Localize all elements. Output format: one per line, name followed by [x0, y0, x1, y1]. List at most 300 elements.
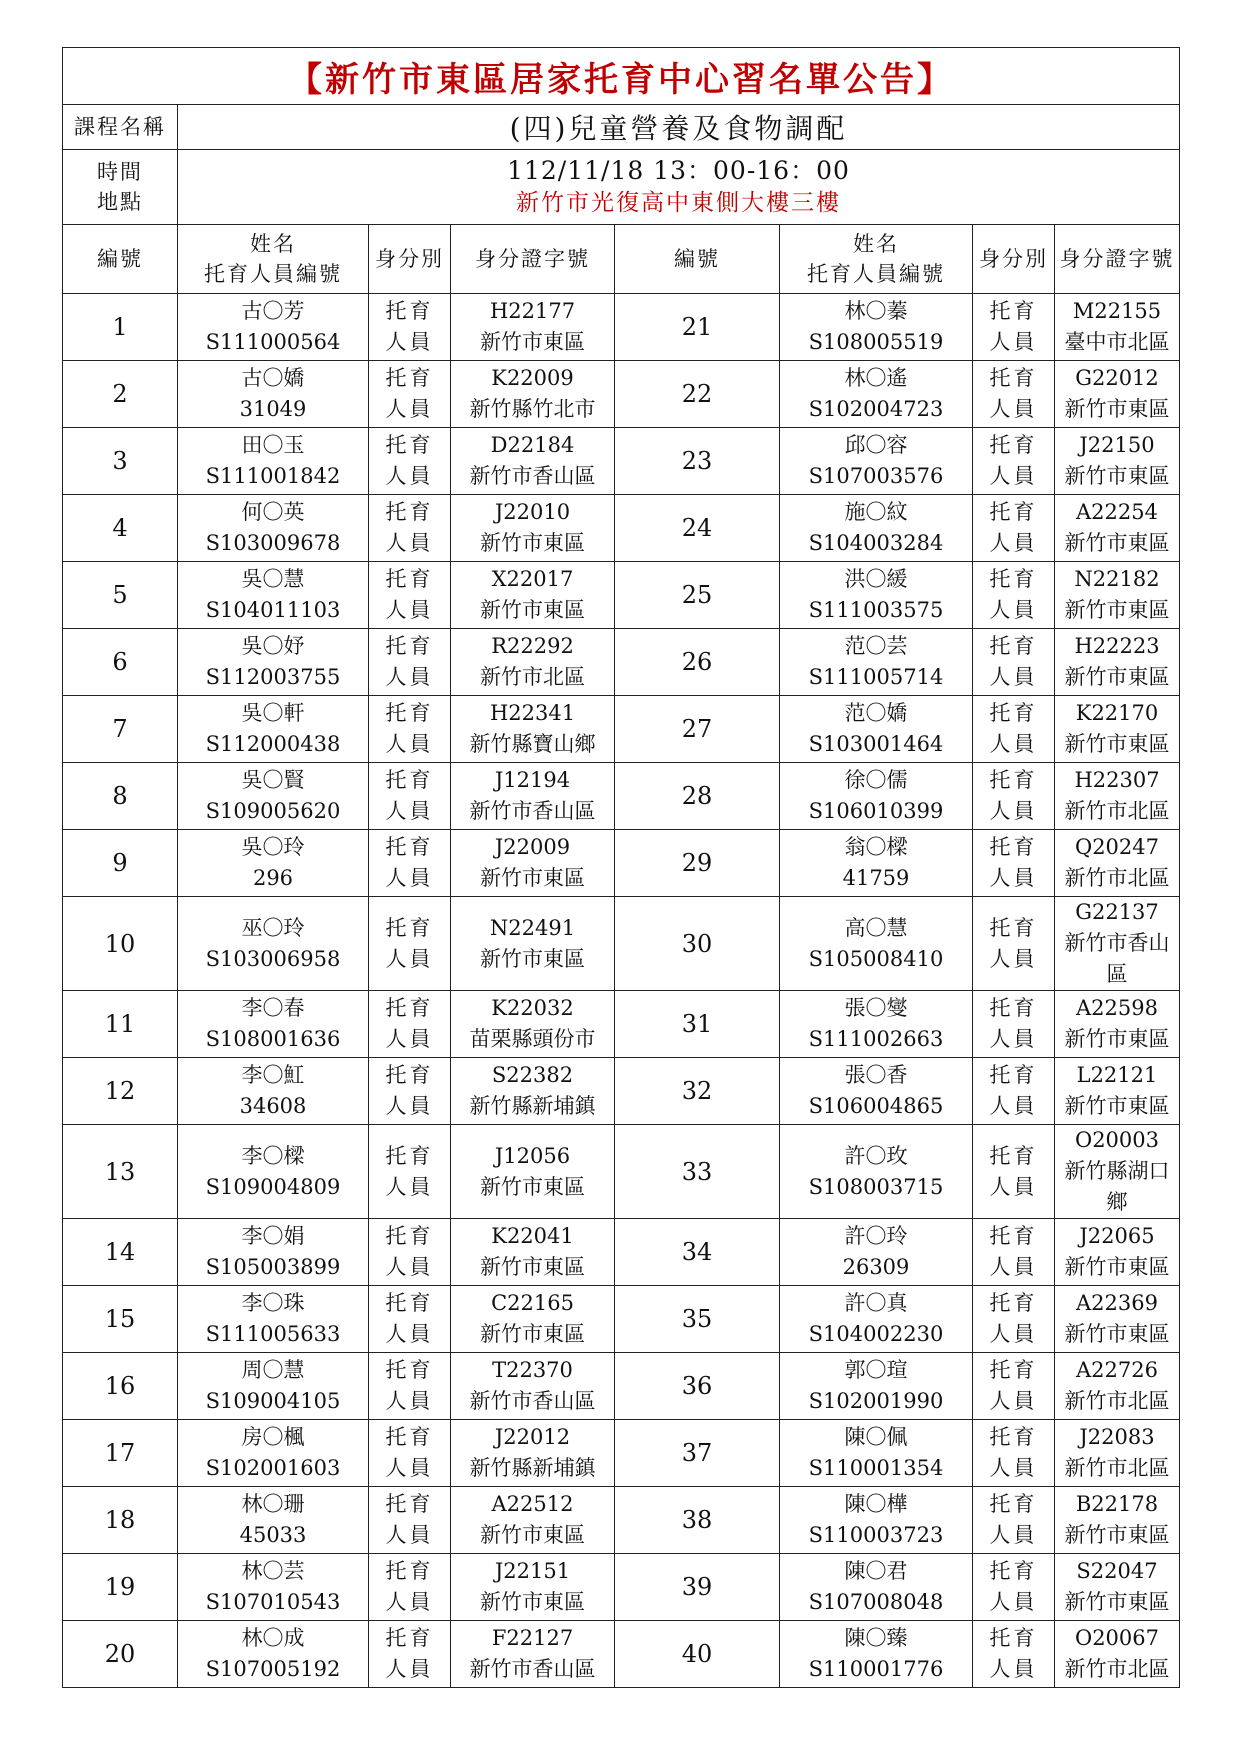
role-line2: 人員 [989, 1389, 1038, 1413]
id-area: 新竹縣湖口鄉 [1064, 1159, 1170, 1214]
role-line2: 人員 [989, 799, 1038, 823]
entry-number: 3 [63, 428, 178, 495]
table-row [63, 1621, 1180, 1688]
role-line1: 托育 [385, 567, 434, 591]
id-cell [1055, 428, 1180, 495]
id-number: J12056 [494, 1143, 571, 1168]
role-cell [369, 1286, 451, 1353]
id-cell [451, 696, 615, 763]
role-cell [369, 361, 451, 428]
id-number: H22177 [489, 299, 576, 323]
entry-number: 11 [63, 991, 178, 1058]
role-line1: 托育 [989, 768, 1038, 792]
caregiver-name: 施〇紋 [844, 500, 908, 524]
role-line1: 托育 [385, 433, 434, 457]
table-row [63, 1286, 1180, 1353]
role-cell [973, 830, 1055, 897]
caregiver-code: S109005620 [205, 799, 341, 823]
id-area: 新竹市北區 [1064, 866, 1170, 890]
entry-number: 22 [615, 361, 780, 428]
id-area: 苗栗縣頭份市 [469, 1027, 596, 1051]
caregiver-code: S105008410 [808, 946, 944, 971]
caregiver-code: S103009678 [205, 531, 341, 555]
role-cell [973, 1487, 1055, 1554]
caregiver-name: 張〇香 [844, 1063, 908, 1087]
role-cell [973, 1125, 1055, 1219]
id-area: 新竹市東區 [480, 598, 585, 622]
id-area: 新竹市東區 [480, 866, 585, 890]
caregiver-code: S111001842 [205, 464, 341, 488]
caregiver-name: 陳〇樺 [844, 1492, 908, 1516]
role-line2: 人員 [385, 531, 434, 555]
role-line1: 托育 [989, 1492, 1038, 1516]
role-line2: 人員 [989, 946, 1038, 971]
role-line1: 托育 [989, 1626, 1038, 1650]
entry-number: 10 [63, 897, 178, 991]
id-number: K22009 [491, 366, 574, 390]
header-name-line2: 托育人員編號 [204, 262, 342, 286]
caregiver-name: 吳〇軒 [241, 701, 305, 725]
entry-number: 19 [63, 1554, 178, 1621]
id-cell [1055, 1420, 1180, 1487]
id-cell [451, 1219, 615, 1286]
role-cell [973, 1420, 1055, 1487]
caregiver-code: S103001464 [808, 732, 944, 756]
id-area: 新竹市東區 [1064, 598, 1170, 622]
course-name: (四)兒童營養及食物調配 [178, 105, 1180, 150]
role-line1: 托育 [385, 701, 434, 725]
role-cell [973, 1219, 1055, 1286]
role-line1: 托育 [989, 433, 1038, 457]
entry-number: 30 [615, 897, 780, 991]
role-line2: 人員 [989, 330, 1038, 354]
role-line2: 人員 [385, 665, 434, 689]
role-cell [369, 897, 451, 991]
role-line1: 托育 [385, 915, 434, 940]
caregiver-name-cell [178, 1286, 369, 1353]
schedule-cell [178, 150, 1180, 225]
id-cell [1055, 1554, 1180, 1621]
id-number: J22009 [494, 835, 571, 859]
caregiver-name: 翁〇樑 [844, 835, 908, 859]
role-line1: 托育 [385, 1358, 434, 1382]
caregiver-code: S112003755 [205, 665, 341, 689]
caregiver-code: S107005192 [205, 1657, 341, 1681]
entry-number: 36 [615, 1353, 780, 1420]
caregiver-name: 吳〇賢 [241, 768, 305, 792]
caregiver-name-cell [780, 629, 973, 696]
role-line2: 人員 [385, 1255, 434, 1279]
id-cell [1055, 897, 1180, 991]
role-cell [369, 562, 451, 629]
id-number: K22041 [491, 1224, 574, 1248]
page-title: 【新竹市東區居家托育中心習名單公告】 [63, 48, 1180, 105]
caregiver-code: S108001636 [205, 1027, 341, 1051]
role-line1: 托育 [989, 634, 1038, 658]
caregiver-name: 田〇玉 [241, 433, 305, 457]
role-line2: 人員 [989, 866, 1038, 890]
entry-number: 23 [615, 428, 780, 495]
caregiver-code: S111005714 [808, 665, 944, 689]
role-line1: 托育 [385, 996, 434, 1020]
caregiver-code: S102001990 [808, 1389, 944, 1413]
header-name [780, 225, 973, 294]
id-area: 新竹市香山區 [1064, 931, 1170, 986]
caregiver-name-cell [780, 495, 973, 562]
caregiver-name-cell [780, 1125, 973, 1219]
participant-list-table [62, 47, 1180, 1688]
caregiver-name: 洪〇緩 [844, 567, 908, 591]
id-number: X22017 [491, 567, 574, 591]
role-line2: 人員 [385, 732, 434, 756]
entry-number: 39 [615, 1554, 780, 1621]
role-line1: 托育 [385, 500, 434, 524]
caregiver-name-cell [178, 1621, 369, 1688]
id-number: N22491 [489, 915, 576, 940]
caregiver-name: 林〇遙 [844, 366, 908, 390]
id-cell [451, 1554, 615, 1621]
id-cell [451, 1286, 615, 1353]
role-line1: 托育 [989, 1143, 1038, 1168]
entry-number: 20 [63, 1621, 178, 1688]
caregiver-name-cell [780, 1058, 973, 1125]
entry-number: 40 [615, 1621, 780, 1688]
caregiver-name-cell [178, 361, 369, 428]
id-area: 新竹市東區 [1064, 1322, 1170, 1346]
role-line2: 人員 [385, 330, 434, 354]
id-area: 新竹縣新埔鎮 [469, 1456, 596, 1480]
entry-number: 17 [63, 1420, 178, 1487]
caregiver-code: S110001776 [808, 1657, 944, 1681]
id-cell [1055, 1058, 1180, 1125]
entry-number: 37 [615, 1420, 780, 1487]
role-cell [369, 830, 451, 897]
role-line1: 托育 [385, 1559, 434, 1583]
id-area: 新竹市東區 [1064, 1094, 1170, 1118]
caregiver-code: S110003723 [808, 1523, 944, 1547]
role-cell [369, 991, 451, 1058]
caregiver-name-cell [780, 1554, 973, 1621]
role-cell [973, 428, 1055, 495]
table-row [63, 629, 1180, 696]
caregiver-name-cell [178, 897, 369, 991]
caregiver-name: 吳〇妤 [241, 634, 305, 658]
caregiver-name: 李〇樑 [241, 1143, 305, 1168]
role-cell [973, 897, 1055, 991]
role-line1: 托育 [385, 1492, 434, 1516]
caregiver-name: 陳〇君 [844, 1559, 908, 1583]
id-area: 新竹市東區 [480, 1255, 585, 1279]
table-row [63, 1554, 1180, 1621]
role-cell [369, 294, 451, 361]
caregiver-code: S110001354 [808, 1456, 944, 1480]
id-number: A22369 [1076, 1291, 1158, 1315]
id-cell [1055, 629, 1180, 696]
role-line1: 托育 [385, 1626, 434, 1650]
id-cell [1055, 1125, 1180, 1219]
caregiver-code: S104011103 [205, 598, 341, 622]
role-line1: 托育 [989, 1063, 1038, 1087]
table-row [63, 1487, 1180, 1554]
role-cell [369, 495, 451, 562]
caregiver-name: 李〇春 [241, 996, 305, 1020]
time-label: 時間 [97, 160, 143, 184]
caregiver-name: 房〇楓 [241, 1425, 305, 1449]
table-row [63, 1125, 1180, 1219]
role-line2: 人員 [385, 598, 434, 622]
role-line2: 人員 [989, 531, 1038, 555]
role-cell [369, 428, 451, 495]
caregiver-name-cell [780, 562, 973, 629]
caregiver-code: S107010543 [205, 1590, 341, 1614]
id-area: 新竹縣寶山鄉 [469, 732, 596, 756]
role-cell [973, 495, 1055, 562]
caregiver-name-cell [178, 1420, 369, 1487]
caregiver-name-cell [780, 696, 973, 763]
caregiver-name-cell [178, 763, 369, 830]
caregiver-name: 許〇玫 [844, 1143, 908, 1168]
id-area: 新竹市東區 [1064, 1590, 1170, 1614]
id-area: 新竹市香山區 [469, 1389, 596, 1413]
header-role: 身分別 [973, 225, 1055, 294]
id-area: 新竹市北區 [480, 665, 585, 689]
id-area: 新竹市東區 [1064, 1027, 1170, 1051]
id-area: 新竹市東區 [1064, 397, 1170, 421]
caregiver-code: S111002663 [808, 1027, 944, 1051]
caregiver-code: 31049 [239, 397, 307, 421]
caregiver-name-cell [178, 696, 369, 763]
table-row [63, 294, 1180, 361]
table-row [63, 1058, 1180, 1125]
caregiver-name-cell [178, 495, 369, 562]
id-number: T22370 [492, 1358, 573, 1382]
id-number: J22010 [494, 500, 571, 524]
id-number: J22151 [494, 1559, 571, 1583]
id-cell [451, 991, 615, 1058]
role-cell [369, 1353, 451, 1420]
header-name-line1: 姓名 [853, 232, 899, 256]
caregiver-name: 范〇嬌 [844, 701, 908, 725]
role-line2: 人員 [385, 1523, 434, 1547]
id-cell [1055, 562, 1180, 629]
id-cell [1055, 1353, 1180, 1420]
id-cell [451, 1621, 615, 1688]
role-line1: 托育 [385, 1063, 434, 1087]
id-area: 臺中市北區 [1064, 330, 1170, 354]
entry-number: 29 [615, 830, 780, 897]
entry-number: 6 [63, 629, 178, 696]
id-cell [1055, 1219, 1180, 1286]
id-number: K22170 [1075, 701, 1159, 725]
table-row [63, 991, 1180, 1058]
id-cell [451, 495, 615, 562]
role-line2: 人員 [385, 866, 434, 890]
id-cell [451, 1487, 615, 1554]
entry-number: 12 [63, 1058, 178, 1125]
caregiver-name: 林〇芸 [241, 1559, 305, 1583]
id-number: A22726 [1076, 1358, 1158, 1382]
role-line1: 托育 [385, 1143, 434, 1168]
id-area: 新竹市東區 [1064, 1255, 1170, 1279]
role-cell [973, 696, 1055, 763]
table-row [63, 897, 1180, 991]
caregiver-name-cell [178, 1353, 369, 1420]
role-cell [973, 1621, 1055, 1688]
role-cell [369, 763, 451, 830]
role-line2: 人員 [989, 1094, 1038, 1118]
entry-number: 38 [615, 1487, 780, 1554]
caregiver-code: 41759 [842, 866, 910, 890]
role-line2: 人員 [385, 397, 434, 421]
id-number: M22155 [1072, 299, 1162, 323]
role-line1: 托育 [989, 299, 1038, 323]
role-cell [973, 1353, 1055, 1420]
caregiver-name-cell [178, 1219, 369, 1286]
table-row [63, 763, 1180, 830]
id-number: D22184 [490, 433, 575, 457]
table-row [63, 495, 1180, 562]
id-area: 新竹市東區 [1064, 531, 1170, 555]
role-cell [973, 294, 1055, 361]
caregiver-name-cell [780, 763, 973, 830]
course-location: 新竹市光復高中東側大樓三樓 [516, 190, 841, 216]
caregiver-name: 許〇真 [844, 1291, 908, 1315]
caregiver-name: 郭〇瑄 [844, 1358, 908, 1382]
id-area: 新竹市東區 [480, 1174, 585, 1199]
id-cell [1055, 294, 1180, 361]
role-cell [369, 1125, 451, 1219]
caregiver-name: 吳〇慧 [241, 567, 305, 591]
role-cell [369, 629, 451, 696]
id-cell [451, 1353, 615, 1420]
id-cell [451, 629, 615, 696]
table-row [63, 1219, 1180, 1286]
caregiver-name-cell [178, 428, 369, 495]
caregiver-name-cell [780, 1621, 973, 1688]
role-line2: 人員 [385, 1657, 434, 1681]
caregiver-name: 李〇珠 [241, 1291, 305, 1315]
role-cell [369, 1621, 451, 1688]
caregiver-name: 許〇玲 [844, 1224, 908, 1248]
role-line2: 人員 [385, 799, 434, 823]
entry-number: 13 [63, 1125, 178, 1219]
column-header-row [63, 225, 1180, 294]
entry-number: 21 [615, 294, 780, 361]
role-cell [973, 562, 1055, 629]
table-row [63, 830, 1180, 897]
caregiver-name: 古〇嬌 [241, 366, 305, 390]
course-label: 課程名稱 [63, 105, 178, 150]
role-line1: 托育 [989, 567, 1038, 591]
role-line1: 托育 [989, 701, 1038, 725]
role-cell [973, 1058, 1055, 1125]
role-line1: 托育 [989, 835, 1038, 859]
id-number: J22083 [1079, 1425, 1155, 1449]
id-cell [451, 1420, 615, 1487]
caregiver-name-cell [780, 897, 973, 991]
id-cell [451, 562, 615, 629]
place-label: 地點 [97, 190, 143, 214]
entry-number: 35 [615, 1286, 780, 1353]
id-cell [451, 361, 615, 428]
role-line2: 人員 [989, 1027, 1038, 1051]
id-cell [451, 1058, 615, 1125]
role-line1: 托育 [385, 1425, 434, 1449]
caregiver-code: S104002230 [808, 1322, 944, 1346]
role-cell [973, 763, 1055, 830]
caregiver-code: S107003576 [808, 464, 944, 488]
role-cell [369, 1420, 451, 1487]
id-area: 新竹市北區 [1064, 1389, 1170, 1413]
entry-number: 2 [63, 361, 178, 428]
caregiver-code: S111003575 [808, 598, 944, 622]
id-number: J12194 [494, 768, 571, 792]
role-line2: 人員 [989, 1174, 1038, 1199]
role-line2: 人員 [385, 1590, 434, 1614]
id-area: 新竹市北區 [1064, 799, 1170, 823]
entry-number: 32 [615, 1058, 780, 1125]
role-line2: 人員 [989, 1523, 1038, 1547]
id-cell [451, 830, 615, 897]
caregiver-code: S108005519 [808, 330, 944, 354]
caregiver-name: 林〇成 [241, 1626, 305, 1650]
caregiver-name-cell [178, 991, 369, 1058]
table-row [63, 1420, 1180, 1487]
role-cell [973, 991, 1055, 1058]
caregiver-code: S111000564 [205, 330, 341, 354]
caregiver-name-cell [780, 1219, 973, 1286]
id-number: H22223 [1074, 634, 1160, 658]
role-cell [369, 1487, 451, 1554]
id-area: 新竹市北區 [1064, 1456, 1170, 1480]
caregiver-name-cell [780, 1286, 973, 1353]
caregiver-code: S103006958 [205, 946, 341, 971]
id-number: L22121 [1076, 1063, 1158, 1087]
id-area: 新竹縣竹北市 [469, 397, 596, 421]
role-line1: 托育 [385, 299, 434, 323]
id-cell [1055, 763, 1180, 830]
id-number: A22598 [1076, 996, 1158, 1020]
id-number: O20067 [1074, 1626, 1160, 1650]
entry-number: 28 [615, 763, 780, 830]
caregiver-name: 陳〇佩 [844, 1425, 908, 1449]
id-number: G22012 [1075, 366, 1159, 390]
role-line2: 人員 [989, 1657, 1038, 1681]
id-area: 新竹市東區 [480, 946, 585, 971]
caregiver-name-cell [178, 1487, 369, 1554]
entry-number: 9 [63, 830, 178, 897]
id-area: 新竹市東區 [480, 531, 585, 555]
id-number: K22032 [491, 996, 574, 1020]
entry-number: 34 [615, 1219, 780, 1286]
role-line1: 托育 [989, 1559, 1038, 1583]
header-id: 身分證字號 [1055, 225, 1180, 294]
caregiver-name-cell [780, 991, 973, 1058]
id-cell [1055, 495, 1180, 562]
role-line2: 人員 [385, 1322, 434, 1346]
caregiver-name: 李〇娟 [241, 1224, 305, 1248]
id-number: O20003 [1074, 1128, 1160, 1152]
entry-number: 24 [615, 495, 780, 562]
role-line1: 托育 [989, 1358, 1038, 1382]
entry-number: 18 [63, 1487, 178, 1554]
role-line2: 人員 [385, 1094, 434, 1118]
role-line1: 托育 [989, 915, 1038, 940]
role-line2: 人員 [989, 1590, 1038, 1614]
caregiver-name: 林〇珊 [241, 1492, 305, 1516]
caregiver-name: 巫〇玲 [241, 915, 305, 940]
id-area: 新竹市北區 [1064, 1657, 1170, 1681]
